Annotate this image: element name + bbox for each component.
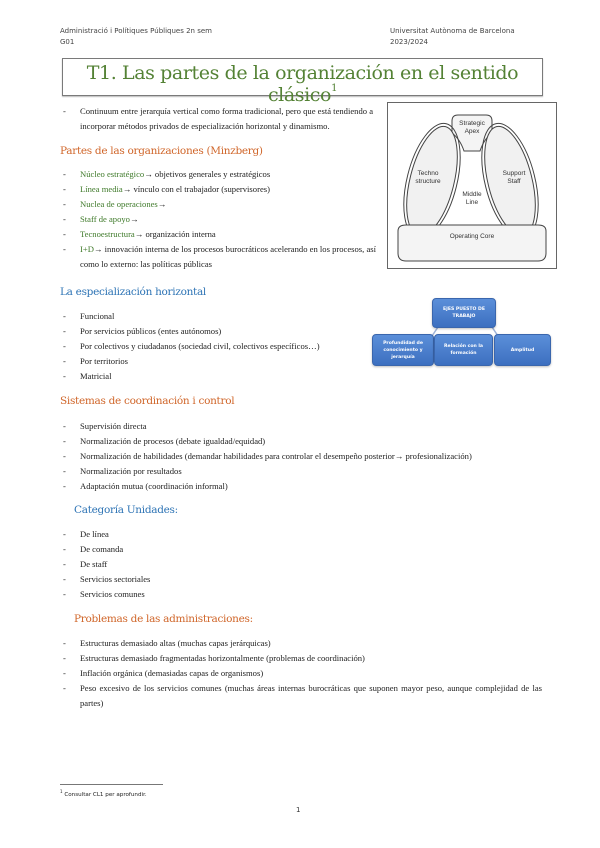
list-item: - Servicios comunes [60, 587, 380, 602]
axis-box-left: Profundidad de conocimiento y jerarquía [372, 334, 434, 366]
list-item [60, 182, 380, 197]
label-structure: structure [415, 178, 441, 185]
term: Nuclea de operaciones [80, 199, 158, 209]
term: Tecnoestructura [80, 229, 135, 239]
list-item [60, 242, 380, 272]
partes-list [60, 167, 380, 272]
label-techno: Techno [417, 170, 439, 177]
term: Staff de apoyo [80, 214, 130, 224]
term: Núcleo estratégico [80, 169, 145, 179]
categoria-list [60, 527, 380, 602]
heading-especializacion: La especialización horizontal [60, 286, 206, 298]
list-item [60, 197, 380, 212]
job-axes-diagram [370, 296, 560, 371]
page-number: 1 [296, 806, 301, 814]
page-title [63, 62, 542, 106]
description: innovación interna de los procesos burocráticos acelerando en los procesos, así como lo externo: las políticas públicas [80, 244, 376, 269]
list-item: - Normalización por resultados [60, 464, 500, 479]
list-item: - Por servicios públicos (entes autónomos) [60, 324, 380, 339]
list-item: - Matricial [60, 369, 380, 384]
arrow-icon: → [122, 184, 132, 194]
footnote-number: 1 [60, 789, 63, 794]
label-middle: Middle [462, 191, 482, 198]
description: organización interna [143, 229, 216, 239]
list-item: - Servicios sectoriales [60, 572, 380, 587]
footnote-ref[interactable]: 1 [331, 83, 338, 94]
group-code: G01 [60, 38, 75, 46]
intro-paragraph [60, 104, 378, 134]
description: objetivos generales y estratégicos [152, 169, 271, 179]
label-staff: Staff [507, 178, 521, 185]
arrow-icon: → [93, 244, 103, 254]
footnote [60, 789, 147, 798]
label-support: Support [502, 170, 526, 177]
footnote-text: Consultar CL1 per aprofundir. [62, 791, 147, 798]
problemas-list [60, 636, 542, 711]
heading-categoria: Categoría Unidades: [74, 504, 178, 516]
term: I+D [80, 244, 94, 254]
university-name: Universitat Autònoma de Barcelona [390, 27, 515, 35]
list-item: - Peso excesivo de los servicios comunes (muchas áreas internas burocráticas que suponen mayor peso, aunque complejidad de las partes) [60, 681, 542, 711]
list-item [60, 212, 380, 227]
title-box [62, 58, 543, 106]
label-apex: Apex [464, 128, 480, 135]
list-item: - Por colectivos y ciudadanos (sociedad civil, colectivos específicos…) [60, 339, 380, 354]
list-item: - Por territorios [60, 354, 380, 369]
list-item: - De línea [60, 527, 380, 542]
list-item: - De staff [60, 557, 380, 572]
footnote-separator [60, 784, 163, 785]
mintzberg-diagram [387, 102, 557, 269]
list-item [60, 167, 380, 182]
list-item [60, 227, 380, 242]
course-name: Administració i Polítiques Públiques 2n sem [60, 27, 212, 35]
arrow-icon: → [144, 169, 153, 179]
arrow-icon: → [129, 214, 139, 224]
heading-problemas: Problemas de las administraciones: [74, 613, 253, 625]
list-item: - Normalización de procesos (debate igualdad/equidad) [60, 434, 500, 449]
label-line: Line [465, 199, 479, 206]
description: vínculo con el trabajador (supervisores) [131, 184, 270, 194]
list-item: - Adaptación mutua (coordinación informal) [60, 479, 500, 494]
arrow-icon: → [134, 229, 144, 239]
list-item: - Funcional [60, 309, 380, 324]
especializacion-list [60, 309, 380, 384]
academic-year: 2023/2024 [390, 38, 428, 46]
term: Línea media [80, 184, 123, 194]
label-strategic: Strategic [459, 120, 485, 127]
running-header-left [60, 26, 212, 48]
list-item: - Estructuras demasiado fragmentadas horizontalmente (problemas de coordinación) [60, 651, 542, 666]
coordinacion-list [60, 419, 500, 494]
list-item: - Normalización de habilidades (demandar habilidades para controlar el desempeño posterior→ profesionalización) [60, 449, 500, 464]
title-text: T1. Las partes de la organización en el sentido clásico [86, 62, 519, 106]
arrow-icon: → [157, 199, 167, 209]
running-header-right [390, 26, 515, 48]
heading-partes: Partes de las organizaciones (Minzberg) [60, 145, 263, 157]
list-item: - Supervisión directa [60, 419, 500, 434]
label-operating-core: Operating Core [449, 233, 495, 240]
list-item: - Inflación orgánica (demasiadas capas de organismos) [60, 666, 542, 681]
list-item: - De comanda [60, 542, 380, 557]
axis-box-top: EJES PUESTO DE TRABAJO [432, 298, 496, 328]
axis-box-right: Amplitud [494, 334, 551, 366]
axis-box-center: Relación con la formación [434, 334, 493, 366]
list-item: - Estructuras demasiado altas (muchas capas jerárquicas) [60, 636, 542, 651]
intro-text: - Continuum entre jerarquía vertical como forma tradicional, pero que está tendiendo a incorporar métodos privados de especialización horizontal y dinamismo. [60, 104, 378, 134]
heading-coordinacion: Sistemas de coordinación i control [60, 395, 235, 407]
